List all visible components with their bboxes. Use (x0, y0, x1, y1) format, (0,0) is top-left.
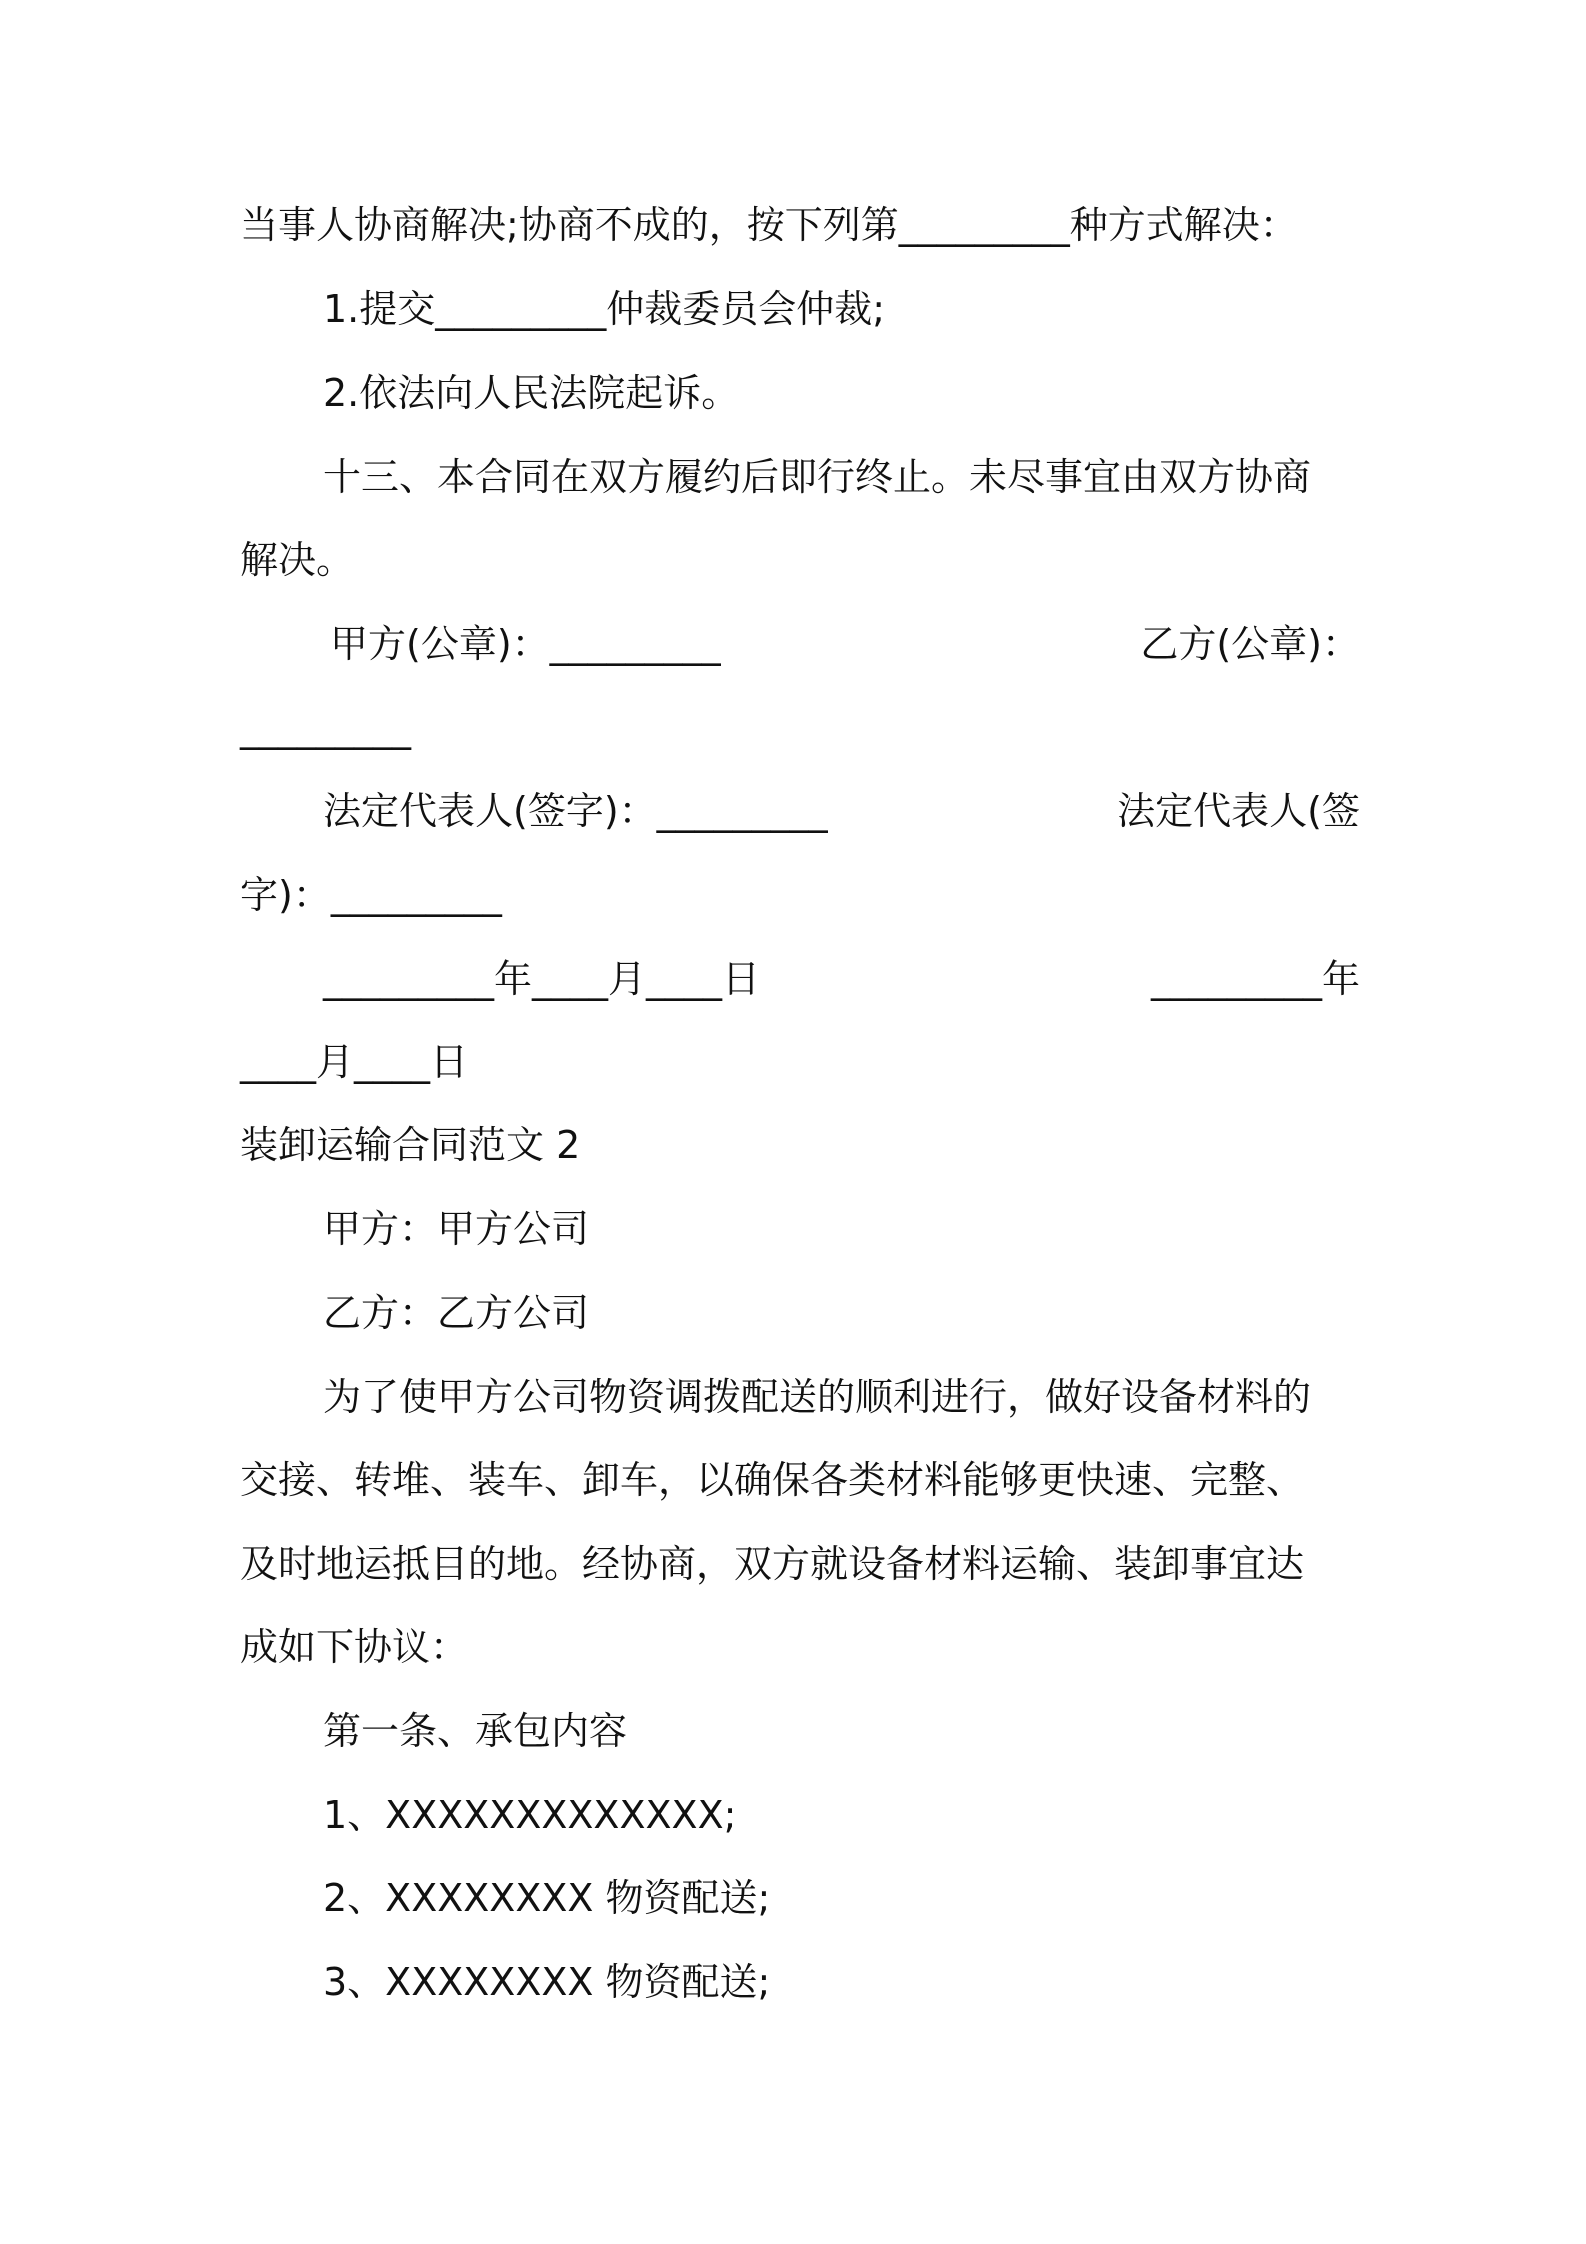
section-title-contract-2: 装卸运输合同范文 2 (240, 1123, 581, 1167)
article-1-item-1: 1、XXXXXXXXXXXXX; (323, 1793, 737, 1837)
party-b-seal-blank: _________ (240, 706, 411, 750)
party-a-seal: 甲方(公章)：_________ (330, 622, 721, 666)
article-1-item-2: 2、XXXXXXXX 物资配送; (323, 1876, 771, 1920)
text-line-option-arbitration: 1.提交_________仲裁委员会仲裁; (323, 287, 886, 331)
party-b-seal: 乙方(公章)： (1140, 622, 1360, 666)
party-b-representative-continued: 字)：_________ (240, 873, 502, 917)
party-a-representative: 法定代表人(签字)：_________ (323, 789, 828, 833)
text-line-dispute-resolution: 当事人协商解决;协商不成的，按下列第_________种方式解决： (240, 203, 1298, 247)
signature-rep-row (323, 786, 1360, 836)
text-line-party-a: 甲方：甲方公司 (323, 1207, 590, 1251)
text-line-purpose-1: 为了使甲方公司物资调拨配送的顺利进行，做好设备材料的 (323, 1375, 1312, 1419)
text-line-purpose-4: 成如下协议： (240, 1625, 469, 1669)
text-line-termination-clause: 十三、本合同在双方履约后即行终止。未尽事宜由双方协商 (323, 455, 1312, 499)
party-a-date: _________年____月____日 (323, 957, 761, 1001)
article-1-title: 第一条、承包内容 (323, 1709, 628, 1753)
signature-date-row (323, 954, 1360, 1004)
text-line-party-b: 乙方：乙方公司 (323, 1291, 590, 1335)
text-line-option-court: 2.依法向人民法院起诉。 (323, 371, 740, 415)
article-1-item-3: 3、XXXXXXXX 物资配送; (323, 1960, 771, 2004)
party-b-date: _________年 (1150, 957, 1360, 1001)
text-line-termination-end: 解决。 (240, 538, 355, 582)
party-b-date-continued: ____月____日 (240, 1040, 469, 1084)
text-line-purpose-3: 及时地运抵目的地。经协商，双方就设备材料运输、装卸事宜达 (240, 1542, 1305, 1586)
signature-seal-row (330, 619, 1360, 669)
party-b-representative: 法定代表人(签 (1117, 789, 1360, 833)
text-line-purpose-2: 交接、转堆、装车、卸车，以确保各类材料能够更快速、完整、 (240, 1458, 1305, 1502)
